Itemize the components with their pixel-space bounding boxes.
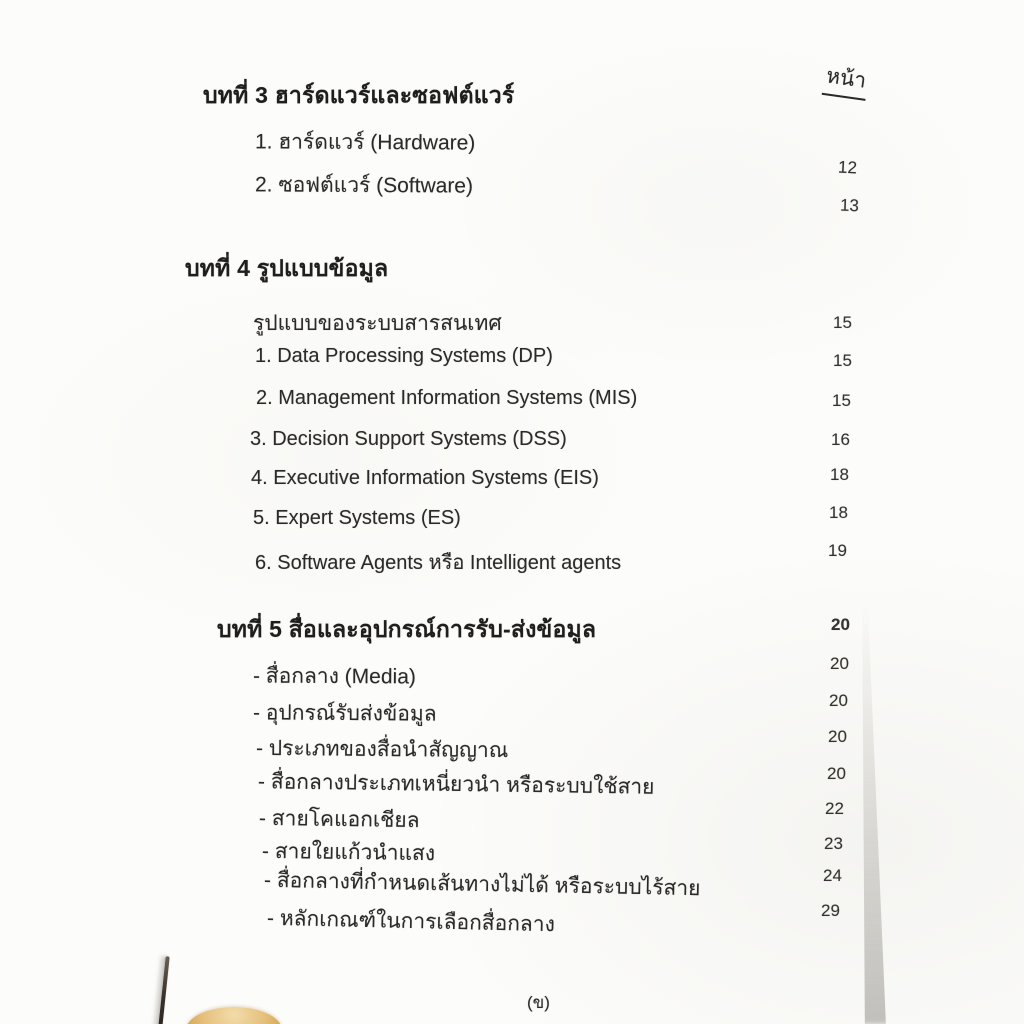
toc-entry: 4. Executive Information Systems (EIS) [251,467,599,489]
page-edge-shadow [856,600,890,1024]
toc-entry: - อุปกรณ์รับส่งข้อมูล [252,701,437,726]
toc-entry: - หลักเกณฑ์ในการเลือกสื่อกลาง [266,906,556,937]
toc-entry: - สื่อกลางที่กำหนดเส้นทางไม่ได้ หรือระบบไร้สาย [263,868,701,901]
toc-entry: 5. Expert Systems (ES) [253,507,461,529]
toc-entry-page-number: 29 [821,901,840,920]
toc-section-heading-ch3: บทที่ 3 ฮาร์ดแวร์และซอฟต์แวร์ [203,82,515,108]
toc-entry-page-number: 12 [837,157,858,178]
toc-entry-page-number: 20 [829,691,848,710]
toc-entry-page-number: 18 [830,465,849,484]
toc-section-heading-ch4: บทที่ 4 รูปแบบข้อมูล [185,255,389,281]
toc-entry-page-number: 20 [828,727,847,746]
toc-entry: - สายใยแก้วนำแสง [261,839,436,866]
toc-entry-page-number: 13 [839,195,860,216]
toc-entry: - สายโคแอกเชียล [258,806,420,833]
toc-entry-page-number: 18 [829,503,848,522]
finger-tip [186,1007,282,1024]
toc-entry-page-number: 20 [827,764,846,783]
toc-entry-page-number: 16 [831,430,850,449]
page-number-footer: (ข) [527,993,550,1012]
toc-entry: 2. Management Information Systems (MIS) [256,387,638,409]
toc-entry: - สื่อกลางประเภทเหนี่ยวนำ หรือระบบใช้สาย [257,770,655,799]
book-edge-line [158,956,170,1024]
toc-entry: - สื่อกลาง (Media) [252,664,416,689]
toc-entry-page-number: 15 [832,391,851,410]
toc-entry-page-number: 19 [828,541,847,560]
toc-entry-page-number: 24 [823,866,842,885]
toc-section-heading-ch5: บทที่ 5 สื่อและอุปกรณ์การรับ-ส่งข้อมูล [217,616,597,642]
toc-section-page-number: 20 [831,615,850,634]
toc-entry-page-number: 22 [825,799,844,818]
toc-entry: 3. Decision Support Systems (DSS) [250,428,567,450]
toc-entry-page-number: 23 [824,834,843,853]
toc-entry: - ประเภทของสื่อนำสัญญาณ [255,736,509,763]
toc-entry: รูปแบบของระบบสารสนเทศ [253,312,502,335]
toc-entry: 1. ฮาร์ดแวร์ (Hardware) [254,130,476,155]
toc-entry: 6. Software Agents หรือ Intelligent agents [255,552,622,574]
toc-entry: 1. Data Processing Systems (DP) [255,345,553,367]
toc-entry: 2. ซอฟต์แวร์ (Software) [254,173,474,198]
toc-entry-page-number: 15 [833,313,852,332]
toc-entry-page-number: 20 [830,654,849,673]
page-column-header: หน้า [822,59,871,101]
toc-entry-page-number: 15 [833,351,852,370]
